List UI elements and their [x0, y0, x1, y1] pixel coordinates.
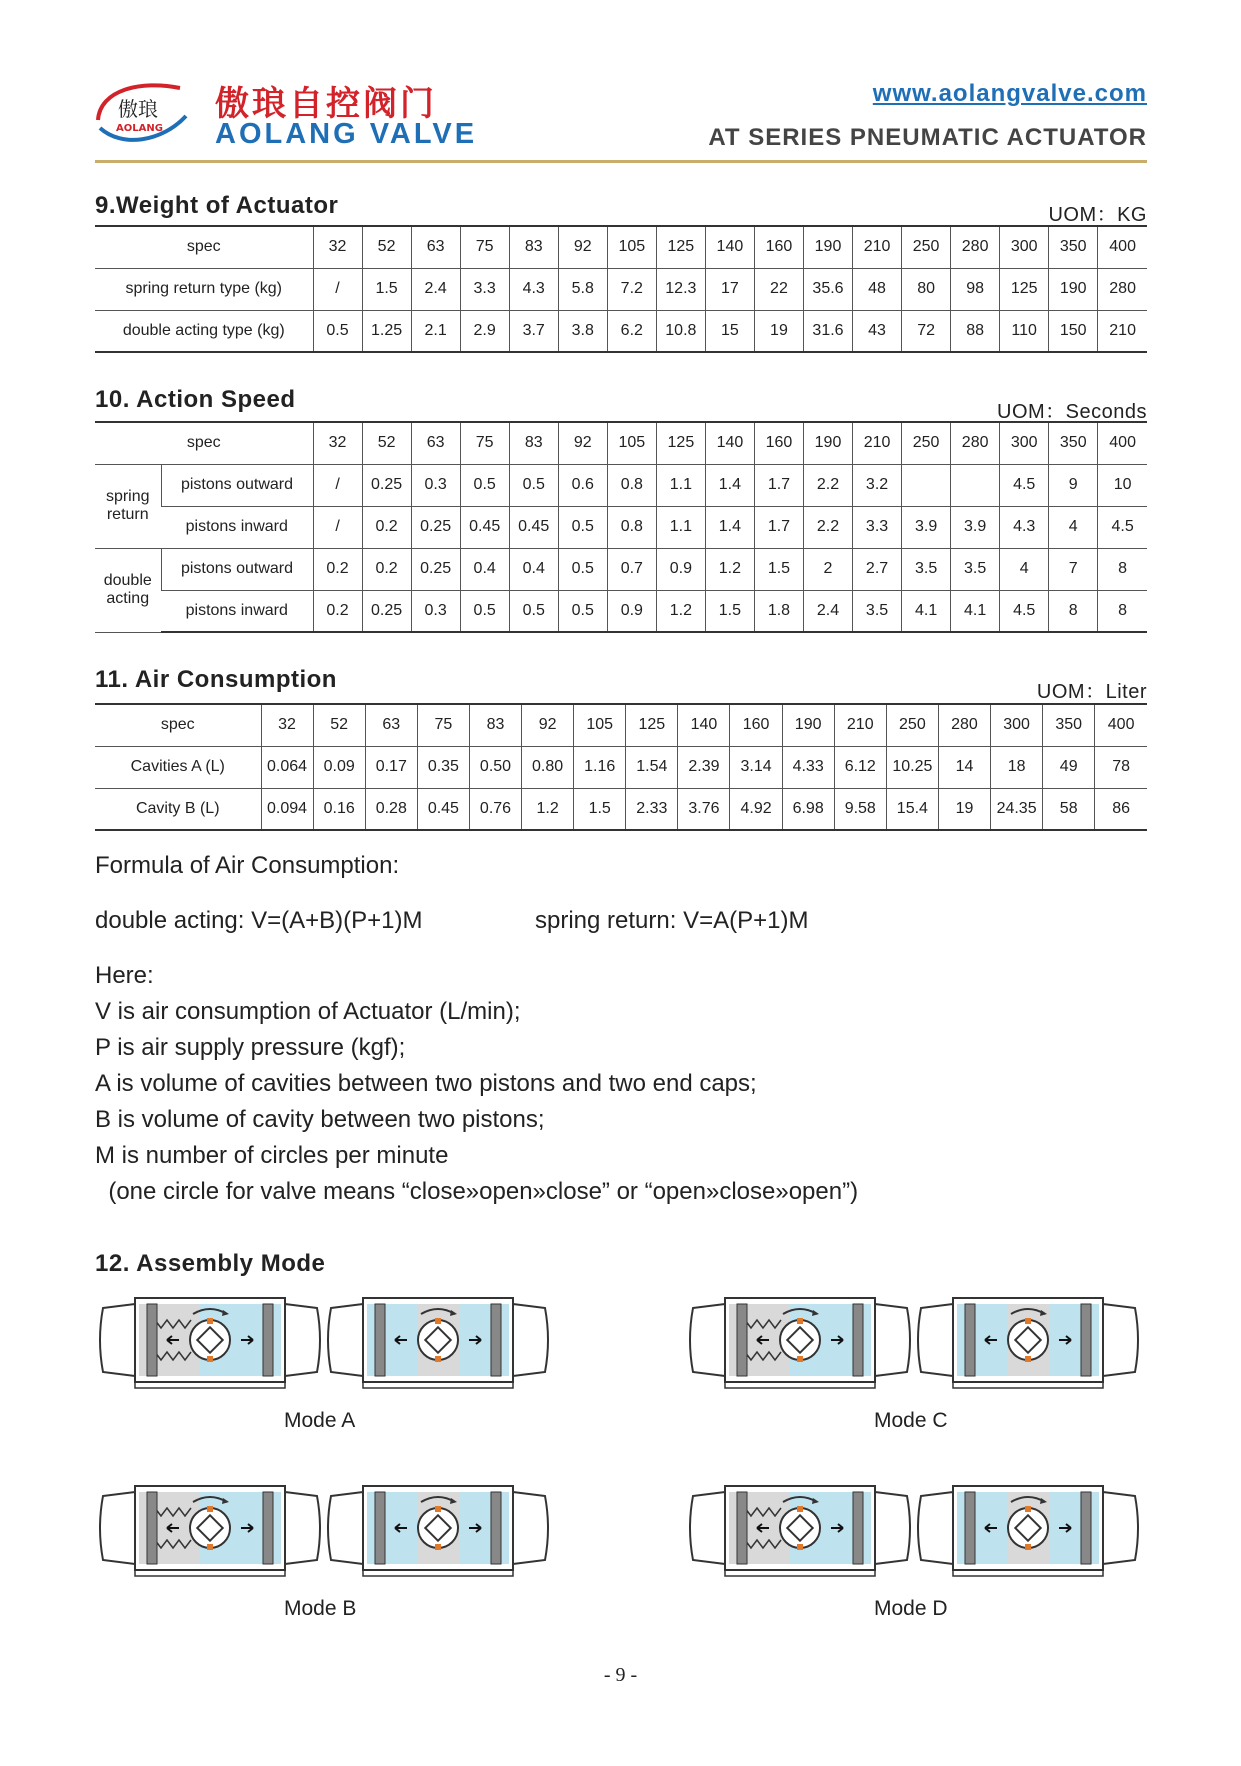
mode-b-label: Mode B — [284, 1597, 357, 1620]
formula-line: M is number of circles per minute — [95, 1142, 449, 1169]
mode-c-label: Mode C — [874, 1409, 948, 1432]
formula-double-acting: double acting: V=(A+B)(P+1)M — [95, 907, 423, 934]
size-header: 32 — [313, 422, 362, 464]
size-header: 63 — [365, 704, 417, 746]
size-header: 92 — [522, 704, 574, 746]
table-cell: 1.1 — [656, 464, 705, 506]
size-header: 63 — [411, 226, 460, 268]
size-header: 250 — [886, 704, 938, 746]
table-cell: 0.5 — [558, 590, 607, 632]
table-cell: 31.6 — [803, 310, 852, 352]
mode-a-label: Mode A — [284, 1409, 356, 1432]
table-cell: 1.2 — [705, 548, 754, 590]
size-header: 92 — [558, 226, 607, 268]
size-header: 140 — [705, 422, 754, 464]
table-cell: 0.50 — [469, 746, 521, 788]
size-header: 105 — [607, 422, 656, 464]
mode-a-diagram-1 — [95, 1290, 325, 1390]
table-cell: 0.25 — [411, 548, 460, 590]
table-cell: 2.9 — [460, 310, 509, 352]
size-header: 350 — [1049, 422, 1098, 464]
table-cell: 4.5 — [1000, 590, 1049, 632]
table-cell: 0.16 — [313, 788, 365, 830]
table-cell: 3.7 — [509, 310, 558, 352]
table-row — [95, 310, 1147, 352]
mode-b-diagram-2 — [323, 1478, 553, 1578]
row-label: double acting type (kg) — [95, 310, 313, 352]
table-cell: 1.2 — [656, 590, 705, 632]
spec-header: spec — [95, 422, 313, 464]
table-cell: 0.28 — [365, 788, 417, 830]
formula-heading: Formula of Air Consumption: — [95, 852, 400, 879]
table-cell: 9.58 — [834, 788, 886, 830]
table-cell: 0.7 — [607, 548, 656, 590]
table-cell: 4.33 — [782, 746, 834, 788]
table-cell: 4.5 — [1000, 464, 1049, 506]
size-header: 52 — [362, 226, 411, 268]
mode-b-diagram-1 — [95, 1478, 325, 1578]
row-label: Cavity B (L) — [95, 788, 261, 830]
series-title: AT SERIES PNEUMATIC ACTUATOR — [708, 124, 1147, 151]
table-cell: 15 — [705, 310, 754, 352]
table-cell: 0.3 — [411, 590, 460, 632]
table-cell: 12.3 — [656, 268, 705, 310]
table-cell: 210 — [1098, 310, 1147, 352]
table-cell: 0.45 — [509, 506, 558, 548]
table-row — [95, 464, 1147, 506]
table-cell: 0.5 — [509, 590, 558, 632]
size-header: 300 — [1000, 226, 1049, 268]
table-cell: 125 — [1000, 268, 1049, 310]
size-header: 250 — [902, 422, 951, 464]
table-cell: 0.9 — [607, 590, 656, 632]
weight-section-title: 9.Weight of Actuator — [95, 192, 339, 219]
table-cell: 0.3 — [411, 464, 460, 506]
table-cell: 0.45 — [417, 788, 469, 830]
table-cell: 1.25 — [362, 310, 411, 352]
table-cell: 0.2 — [362, 548, 411, 590]
table-cell: 2.7 — [853, 548, 902, 590]
table-cell: 4.1 — [951, 590, 1000, 632]
table-cell: 4 — [1000, 548, 1049, 590]
table-cell: 2.4 — [803, 590, 852, 632]
size-header: 105 — [607, 226, 656, 268]
table-cell — [902, 464, 951, 506]
header-divider — [95, 160, 1147, 163]
formula-spring-return: spring return: V=A(P+1)M — [535, 907, 809, 934]
table-cell: 1.54 — [626, 746, 678, 788]
table-cell: 7.2 — [607, 268, 656, 310]
mode-c-diagram-2 — [913, 1290, 1143, 1390]
aolang-logo — [92, 78, 192, 148]
size-header: 350 — [1049, 226, 1098, 268]
row-group-label: double acting — [95, 548, 161, 632]
table-cell: 9 — [1049, 464, 1098, 506]
table-cell: 0.2 — [313, 590, 362, 632]
table-cell: 0.5 — [460, 464, 509, 506]
table-cell: 0.094 — [261, 788, 313, 830]
table-cell: 8 — [1049, 590, 1098, 632]
page-number: - 9 - — [603, 1664, 638, 1686]
table-cell: 4.1 — [902, 590, 951, 632]
row-label: Cavities A (L) — [95, 746, 261, 788]
table-cell: 3.9 — [902, 506, 951, 548]
table-cell: 3.2 — [853, 464, 902, 506]
size-header: 400 — [1098, 226, 1147, 268]
speed-section-title: 10. Action Speed — [95, 386, 296, 413]
table-cell: 10.8 — [656, 310, 705, 352]
row-group-label: spring return — [95, 464, 161, 548]
table-cell: 3.5 — [902, 548, 951, 590]
table-cell: 0.5 — [509, 464, 558, 506]
table-cell: 3.3 — [460, 268, 509, 310]
table-cell: 280 — [1098, 268, 1147, 310]
table-cell: 7 — [1049, 548, 1098, 590]
size-header: 75 — [460, 422, 509, 464]
table-cell: 10.25 — [886, 746, 938, 788]
table-cell: 18 — [991, 746, 1043, 788]
size-header: 75 — [460, 226, 509, 268]
table-cell: 15.4 — [886, 788, 938, 830]
table-cell: 150 — [1049, 310, 1098, 352]
size-header: 280 — [938, 704, 990, 746]
table-cell: 1.8 — [754, 590, 803, 632]
table-row — [95, 548, 1147, 590]
table-cell — [951, 464, 1000, 506]
table-cell: 0.8 — [607, 506, 656, 548]
table-cell: 19 — [938, 788, 990, 830]
table-cell: 0.4 — [509, 548, 558, 590]
size-header: 125 — [656, 226, 705, 268]
air-consumption-table — [95, 703, 1147, 831]
row-label: pistons inward — [161, 506, 313, 548]
size-header: 160 — [754, 226, 803, 268]
table-cell: 0.09 — [313, 746, 365, 788]
formula-line: P is air supply pressure (kgf); — [95, 1034, 406, 1061]
table-cell: 4.3 — [509, 268, 558, 310]
weight-uom: UOM：KG — [1048, 204, 1147, 226]
company-name-cn: 傲琅自控阀门 — [215, 84, 437, 124]
table-cell: / — [313, 268, 362, 310]
table-cell: 6.2 — [607, 310, 656, 352]
mode-d-label: Mode D — [874, 1597, 948, 1620]
table-cell: 1.1 — [656, 506, 705, 548]
table-cell: 48 — [853, 268, 902, 310]
table-cell: 5.8 — [558, 268, 607, 310]
table-cell: 2.39 — [678, 746, 730, 788]
size-header: 190 — [803, 226, 852, 268]
table-cell: 35.6 — [803, 268, 852, 310]
table-cell: 1.2 — [522, 788, 574, 830]
table-cell: 1.7 — [754, 464, 803, 506]
table-cell: 1.5 — [754, 548, 803, 590]
row-label: pistons outward — [161, 464, 313, 506]
weight-table — [95, 225, 1147, 353]
size-header: 300 — [1000, 422, 1049, 464]
table-cell: 0.76 — [469, 788, 521, 830]
table-cell: 80 — [902, 268, 951, 310]
size-header: 280 — [951, 226, 1000, 268]
table-cell: 4.92 — [730, 788, 782, 830]
company-name-en: AOLANG VALVE — [215, 118, 478, 150]
formula-line: B is volume of cavity between two pistons; — [95, 1106, 545, 1133]
table-cell: 14 — [938, 746, 990, 788]
size-header: 140 — [705, 226, 754, 268]
table-row — [95, 746, 1147, 788]
formula-line: A is volume of cavities between two pistons and two end caps; — [95, 1070, 757, 1097]
table-cell: 0.35 — [417, 746, 469, 788]
formula-line: V is air consumption of Actuator (L/min); — [95, 998, 521, 1025]
row-label: pistons outward — [161, 548, 313, 590]
svg-text:傲琅: 傲琅 — [118, 97, 158, 121]
spec-header: spec — [95, 226, 313, 268]
size-header: 210 — [834, 704, 886, 746]
size-header: 125 — [626, 704, 678, 746]
size-header: 400 — [1098, 422, 1147, 464]
size-header: 300 — [991, 704, 1043, 746]
table-cell: 0.25 — [411, 506, 460, 548]
table-cell: 2.1 — [411, 310, 460, 352]
size-header: 160 — [730, 704, 782, 746]
spec-header: spec — [95, 704, 261, 746]
table-cell: 0.2 — [313, 548, 362, 590]
table-cell: 0.25 — [362, 464, 411, 506]
website-link[interactable]: www.aolangvalve.com — [872, 80, 1147, 107]
table-cell: 3.9 — [951, 506, 1000, 548]
table-cell: 98 — [951, 268, 1000, 310]
size-header: 350 — [1043, 704, 1095, 746]
table-cell: 8 — [1098, 590, 1147, 632]
mode-a-diagram-2 — [323, 1290, 553, 1390]
table-cell: 1.4 — [705, 506, 754, 548]
table-cell: 3.76 — [678, 788, 730, 830]
row-label: spring return type (kg) — [95, 268, 313, 310]
size-header: 250 — [902, 226, 951, 268]
table-cell: 1.5 — [362, 268, 411, 310]
size-header: 32 — [313, 226, 362, 268]
table-cell: 17 — [705, 268, 754, 310]
size-header: 400 — [1095, 704, 1147, 746]
table-cell: 0.064 — [261, 746, 313, 788]
table-cell: 3.8 — [558, 310, 607, 352]
table-row — [95, 590, 1147, 632]
size-header: 75 — [417, 704, 469, 746]
table-header-row — [95, 704, 1147, 746]
table-cell: 1.5 — [574, 788, 626, 830]
table-cell: 0.2 — [362, 506, 411, 548]
table-cell: 0.45 — [460, 506, 509, 548]
table-cell: 1.5 — [705, 590, 754, 632]
table-cell: 58 — [1043, 788, 1095, 830]
table-row — [95, 268, 1147, 310]
table-cell: 4.3 — [1000, 506, 1049, 548]
table-cell: 2 — [803, 548, 852, 590]
table-cell: 10 — [1098, 464, 1147, 506]
table-cell: 0.5 — [558, 506, 607, 548]
table-cell: 1.7 — [754, 506, 803, 548]
table-cell: 3.5 — [951, 548, 1000, 590]
table-cell: 6.12 — [834, 746, 886, 788]
row-label: pistons inward — [161, 590, 313, 632]
table-cell: 49 — [1043, 746, 1095, 788]
table-cell: 0.9 — [656, 548, 705, 590]
table-cell: 43 — [853, 310, 902, 352]
air-uom: UOM：Liter — [1036, 681, 1147, 703]
table-cell: 0.80 — [522, 746, 574, 788]
table-row — [95, 788, 1147, 830]
table-cell: 0.25 — [362, 590, 411, 632]
table-cell: 0.17 — [365, 746, 417, 788]
size-header: 190 — [782, 704, 834, 746]
size-header: 63 — [411, 422, 460, 464]
table-cell: 4 — [1049, 506, 1098, 548]
table-cell: 3.5 — [853, 590, 902, 632]
speed-uom: UOM：Seconds — [997, 401, 1147, 423]
table-cell: 0.5 — [558, 548, 607, 590]
table-cell: 4.5 — [1098, 506, 1147, 548]
size-header: 52 — [313, 704, 365, 746]
size-header: 140 — [678, 704, 730, 746]
size-header: 210 — [853, 422, 902, 464]
size-header: 160 — [754, 422, 803, 464]
mode-c-diagram-1 — [685, 1290, 915, 1390]
size-header: 83 — [509, 422, 558, 464]
table-cell: 3.3 — [853, 506, 902, 548]
table-cell: 0.6 — [558, 464, 607, 506]
table-cell: 8 — [1098, 548, 1147, 590]
table-cell: 1.4 — [705, 464, 754, 506]
table-cell: 3.14 — [730, 746, 782, 788]
size-header: 190 — [803, 422, 852, 464]
size-header: 105 — [574, 704, 626, 746]
size-header: 52 — [362, 422, 411, 464]
size-header: 83 — [509, 226, 558, 268]
size-header: 32 — [261, 704, 313, 746]
table-cell: 2.4 — [411, 268, 460, 310]
table-cell: / — [313, 506, 362, 548]
table-cell: 6.98 — [782, 788, 834, 830]
table-cell: 0.4 — [460, 548, 509, 590]
table-cell: 86 — [1095, 788, 1147, 830]
action-speed-table — [95, 421, 1147, 633]
table-cell: 0.8 — [607, 464, 656, 506]
table-cell: 2.33 — [626, 788, 678, 830]
size-header: 125 — [656, 422, 705, 464]
size-header: 280 — [951, 422, 1000, 464]
table-cell: 78 — [1095, 746, 1147, 788]
table-header-row — [95, 226, 1147, 268]
size-header: 83 — [469, 704, 521, 746]
table-row — [95, 506, 1147, 548]
table-cell: 88 — [951, 310, 1000, 352]
size-header: 210 — [853, 226, 902, 268]
air-section-title: 11. Air Consumption — [95, 666, 337, 693]
table-cell: 22 — [754, 268, 803, 310]
table-cell: 2.2 — [803, 464, 852, 506]
table-cell: / — [313, 464, 362, 506]
table-cell: 190 — [1049, 268, 1098, 310]
table-cell: 1.16 — [574, 746, 626, 788]
table-cell: 0.5 — [460, 590, 509, 632]
size-header: 92 — [558, 422, 607, 464]
table-cell: 110 — [1000, 310, 1049, 352]
table-cell: 0.5 — [313, 310, 362, 352]
mode-d-diagram-1 — [685, 1478, 915, 1578]
assembly-section-title: 12. Assembly Mode — [95, 1250, 326, 1277]
table-header-row — [95, 422, 1147, 464]
table-cell: 24.35 — [991, 788, 1043, 830]
table-cell: 19 — [754, 310, 803, 352]
table-cell: 2.2 — [803, 506, 852, 548]
table-cell: 72 — [902, 310, 951, 352]
formula-line: (one circle for valve means “close»open»close” or “open»close»open”) — [95, 1178, 859, 1205]
formula-here: Here: — [95, 962, 154, 989]
svg-text:AOLANG: AOLANG — [116, 123, 163, 134]
mode-d-diagram-2 — [913, 1478, 1143, 1578]
